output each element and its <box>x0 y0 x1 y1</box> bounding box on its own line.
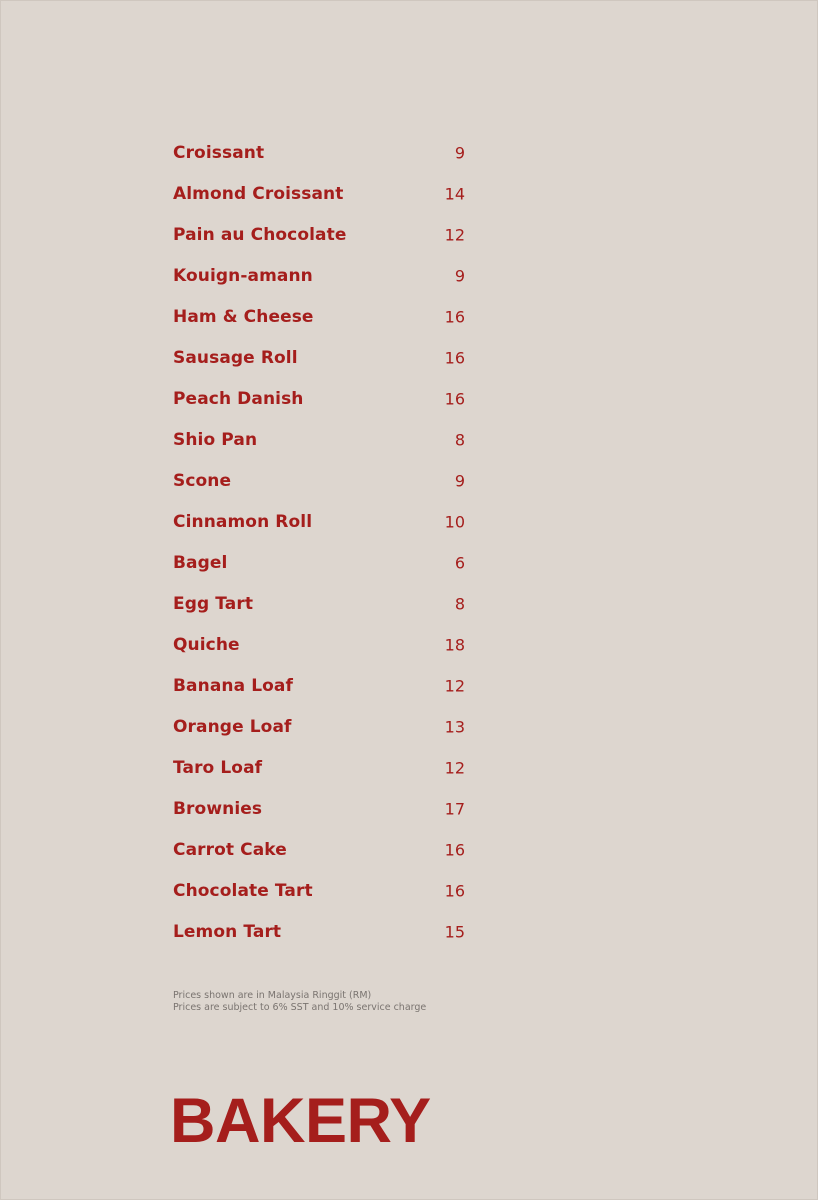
menu-item-price: 9 <box>454 471 465 491</box>
menu-list <box>173 143 465 973</box>
menu-item-price: 12 <box>444 225 465 245</box>
menu-item-price: 17 <box>444 799 465 819</box>
menu-item-name: Pain au Chocolate <box>173 225 347 245</box>
section-title: BAKERY <box>170 1086 431 1156</box>
menu-item-name: Cinnamon Roll <box>173 512 313 532</box>
menu-item-name: Peach Danish <box>173 389 304 409</box>
menu-item-price: 6 <box>454 553 465 573</box>
menu-item-price: 16 <box>444 307 465 327</box>
menu-item-name: Kouign-amann <box>173 266 313 286</box>
charges-note: Prices are subject to 6% SST and 10% service charge <box>173 1002 427 1013</box>
menu-item-price: 14 <box>444 184 465 204</box>
menu-item-price: 10 <box>444 512 465 532</box>
menu-item-price: 9 <box>454 266 465 286</box>
menu-item-name: Ham & Cheese <box>173 307 314 327</box>
currency-note: Prices shown are in Malaysia Ringgit (RM) <box>173 990 372 1001</box>
menu-item-name: Lemon Tart <box>173 922 282 942</box>
menu-item-name: Sausage Roll <box>173 348 298 368</box>
menu-item-price: 18 <box>444 635 465 655</box>
menu-item-name: Egg Tart <box>173 594 254 614</box>
menu-item-name: Brownies <box>173 799 263 819</box>
menu-item-price: 9 <box>454 143 465 163</box>
menu-item-name: Shio Pan <box>173 430 258 450</box>
menu-item-name: Scone <box>173 471 232 491</box>
menu-item-name: Bagel <box>173 553 228 573</box>
menu-item-price: 8 <box>454 594 465 614</box>
menu-item <box>173 922 465 973</box>
menu-item-price: 16 <box>444 348 465 368</box>
menu-item-price: 16 <box>444 881 465 901</box>
menu-item-price: 12 <box>444 758 465 778</box>
menu-item-price: 12 <box>444 676 465 696</box>
menu-item-price: 16 <box>444 840 465 860</box>
menu-item-name: Chocolate Tart <box>173 881 313 901</box>
price-notes <box>173 990 426 1014</box>
menu-item-name: Orange Loaf <box>173 717 292 737</box>
menu-item-name: Croissant <box>173 143 265 163</box>
menu-item-name: Almond Croissant <box>173 184 344 204</box>
menu-item-name: Quiche <box>173 635 240 655</box>
menu-item-price: 16 <box>444 389 465 409</box>
menu-item-price: 13 <box>444 717 465 737</box>
menu-item-price: 15 <box>444 922 465 942</box>
menu-item-price: 8 <box>454 430 465 450</box>
menu-item-name: Carrot Cake <box>173 840 287 860</box>
menu-item-name: Banana Loaf <box>173 676 293 696</box>
menu-item-name: Taro Loaf <box>173 758 263 778</box>
